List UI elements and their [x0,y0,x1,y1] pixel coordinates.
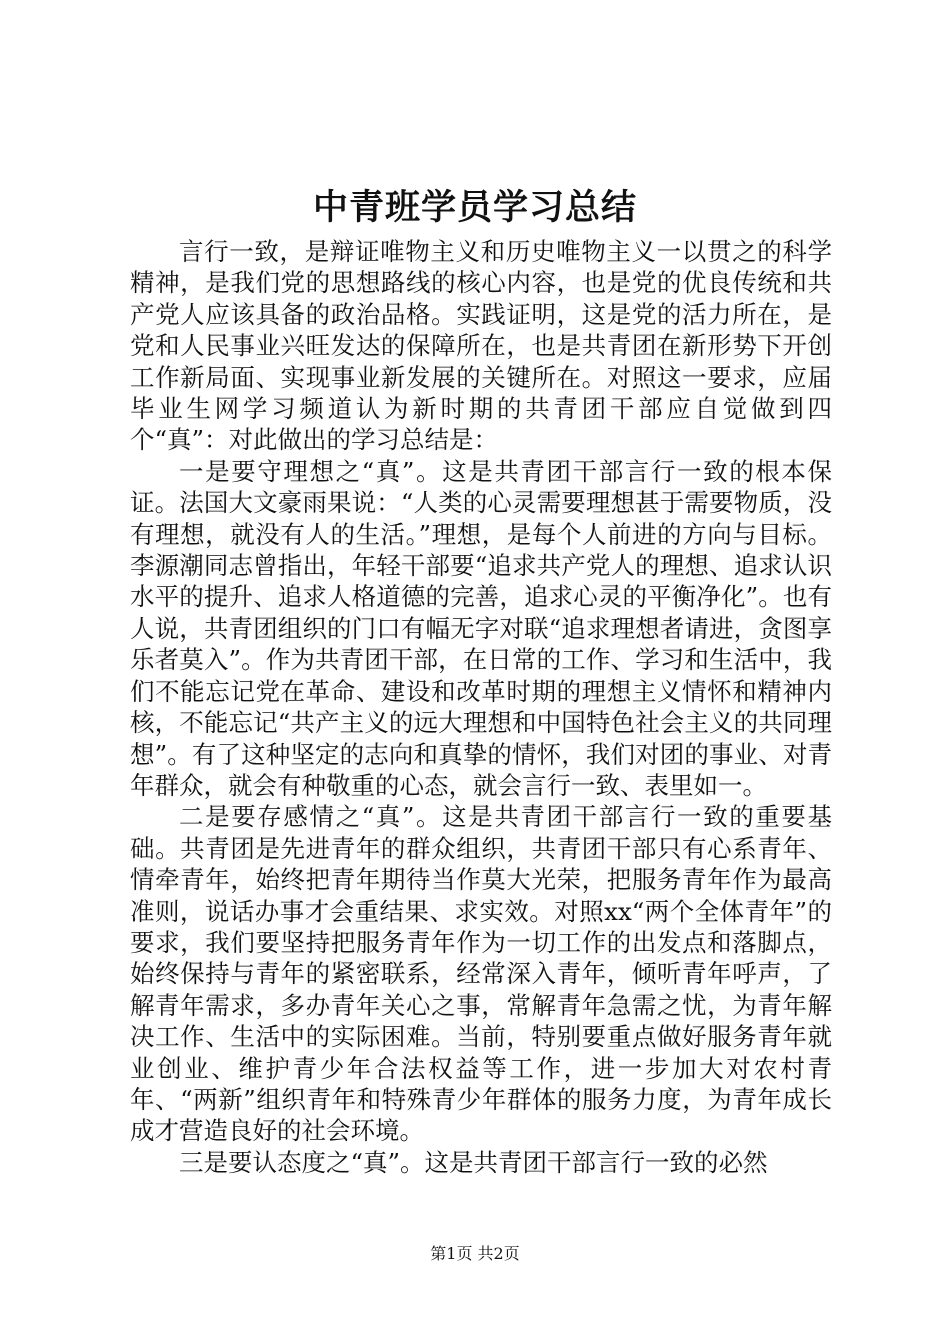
document-title: 中青班学员学习总结 [312,188,637,228]
paragraph-intro: 言行一致，是辩证唯物主义和历史唯物主义一以贯之的科学精神，是我们党的思想路线的核心内容，也是党的优良传统和共产党人应该具备的政治品格。实践证明，这是党的活力所在，是党和人民事业兴旺发达的保障所在，也是共青团在新形势下开创工作新局面、实现事业新发展的关键所在。对照这一要求，应届毕业生网学习频道认为新时期的共青团干部应自觉做到四个“真”：对此做出的学习总结是： [130,237,832,455]
page-footer: 第1页 共2页 [430,1244,520,1263]
document-body [130,236,832,1178]
paragraph-ideal: 一是要守理想之“真”。这是共青团干部言行一致的根本保证。法国大文豪雨果说：“人类的心灵需要理想甚于需要物质，没有理想，就没有人的生活。”理想，是每个人前进的方向与目标。李源潮同志曾指出，年轻干部要“追求共产党人的理想、追求认识水平的提升、追求人格道德的完善，追求心灵的平衡净化”。也有人说，共青团组织的门口有幅无字对联“追求理想者请进，贪图享乐者莫入”。作为共青团干部，在日常的工作、学习和生活中，我们不能忘记党在革命、建设和改革时期的理想主义情怀和精神内核，不能忘记“共产主义的远大理想和中国特色社会主义的共同理想”。有了这种坚定的志向和真挚的情怀，我们对团的事业、对青年群众，就会有种敬重的心态，就会言行一致、表里如一。 [130,456,832,800]
paragraph-emotion: 二是要存感情之“真”。这是共青团干部言行一致的重要基础。共青团是先进青年的群众组织，共青团干部只有心系青年、情牵青年，始终把青年期待当作莫大光荣，把服务青年作为最高准则，说话办事才会重结果、求实效。对照xx“两个全体青年”的要求，我们要坚持把服务青年作为一切工作的出发点和落脚点，始终保持与青年的紧密联系，经常深入青年，倾听青年呼声，了解青年需求，多办青年关心之事，常解青年急需之忧，为青年解决工作、生活中的实际困难。当前，特别要重点做好服务青年就业创业、维护青少年合法权益等工作，进一步加大对农村青年、“两新”组织青年和特殊青少年群体的服务力度，为青年成长成才营造良好的社会环境。 [130,802,832,1146]
paragraph-attitude: 三是要认态度之“真”。这是共青团干部言行一致的必然 [179,1147,768,1177]
